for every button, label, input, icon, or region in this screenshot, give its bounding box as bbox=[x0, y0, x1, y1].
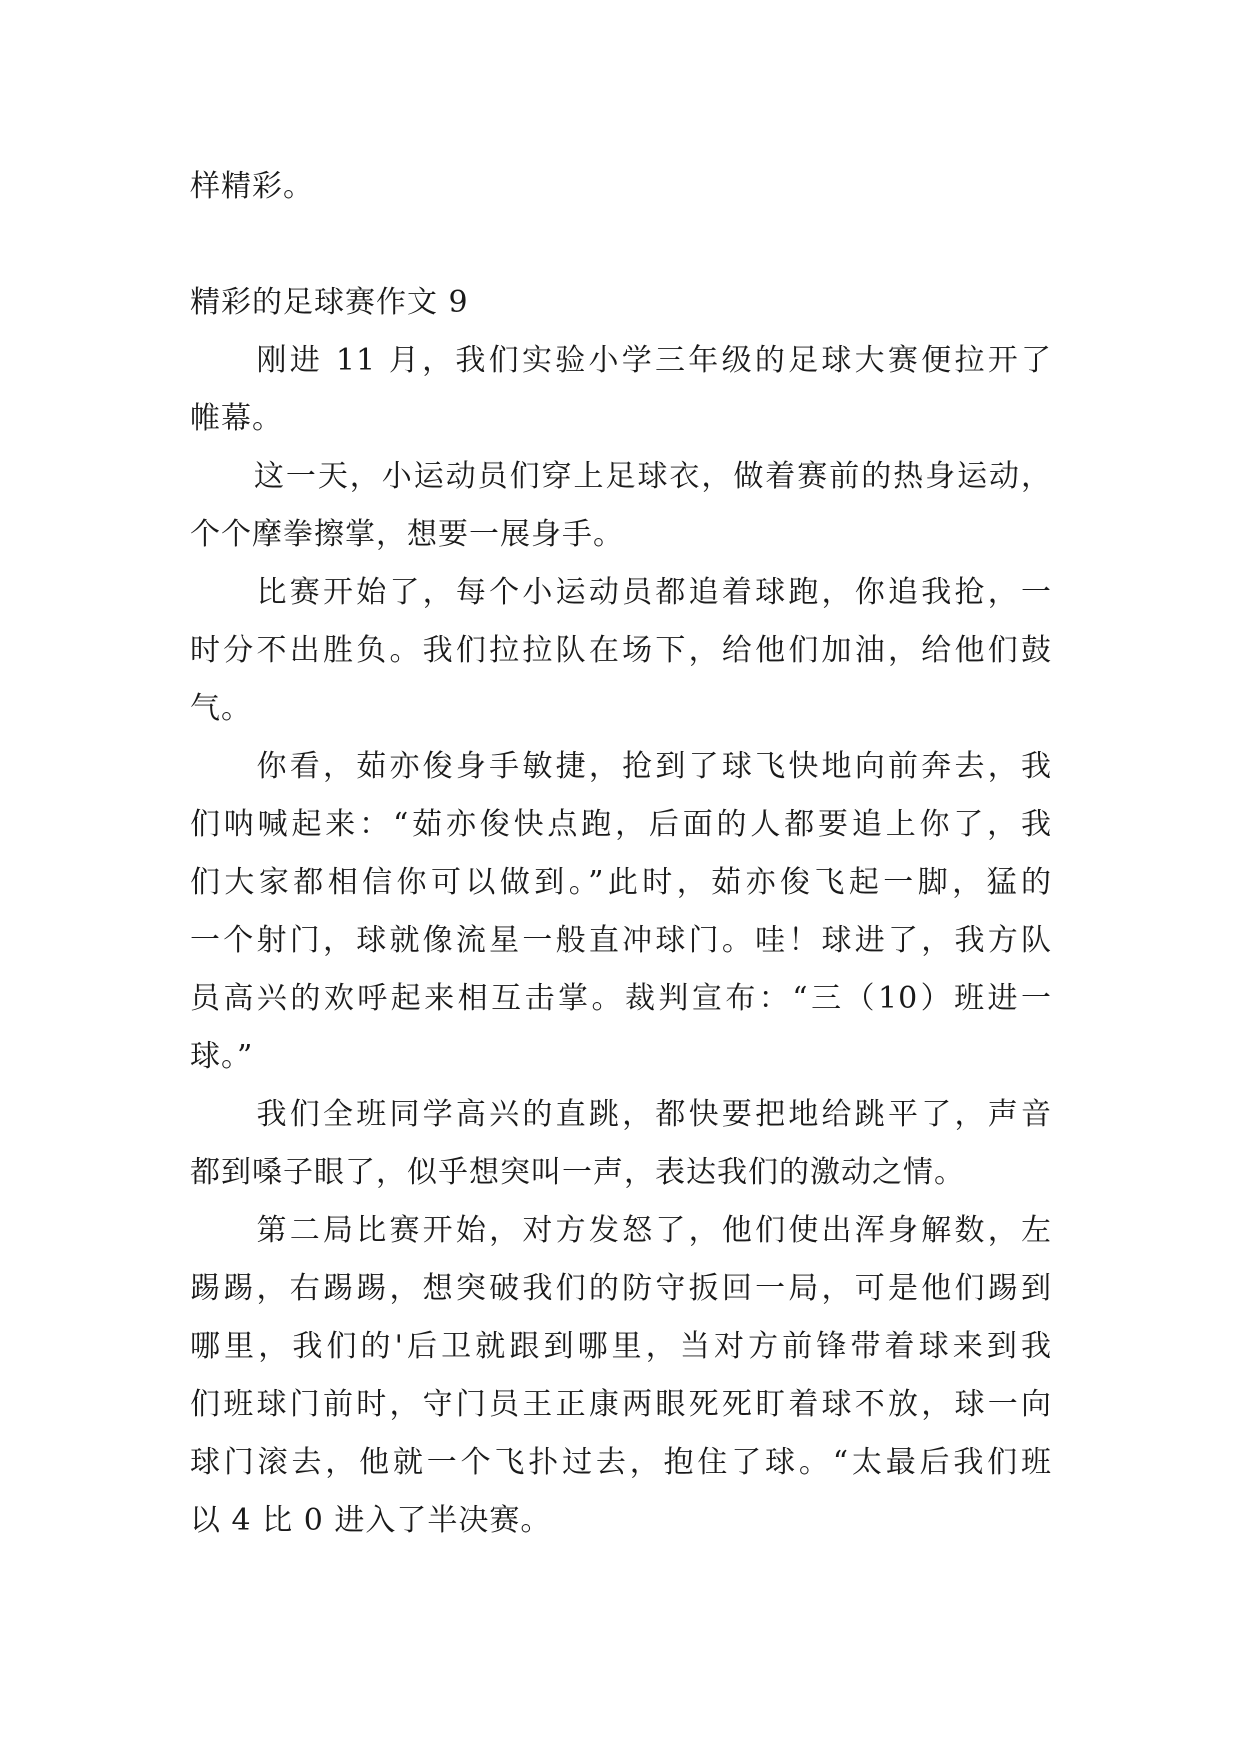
text-line: 个个摩拳擦掌，想要一展身手。 bbox=[190, 517, 624, 552]
text-line: 气。 bbox=[190, 691, 252, 726]
text-line: 第二局比赛开始，对方发怒了，他们使出浑身解数，左 bbox=[190, 1213, 1052, 1248]
text-line: 比赛开始了，每个小运动员都追着球跑，你追我抢，一 bbox=[190, 575, 1052, 610]
text-line: 以 4 比 0 进入了半决赛。 bbox=[190, 1503, 552, 1538]
text-line: 们班球门前时，守门员王正康两眼死死盯着球不放，球一向 bbox=[190, 1387, 1052, 1422]
text-line: 我们全班同学高兴的直跳，都快要把地给跳平了，声音 bbox=[190, 1097, 1052, 1132]
text-line: 员高兴的欢呼起来相互击掌。裁判宣布：“三（10）班进一 bbox=[190, 981, 1052, 1016]
text-line: 你看，茹亦俊身手敏捷，抢到了球飞快地向前奔去，我 bbox=[190, 749, 1052, 784]
text-line: 刚进 11 月，我们实验小学三年级的足球大赛便拉开了 bbox=[190, 343, 1052, 378]
text-line: 们呐喊起来：“茹亦俊快点跑，后面的人都要追上你了，我 bbox=[190, 807, 1052, 842]
text-line: 帷幕。 bbox=[190, 401, 283, 436]
paragraph-gap bbox=[190, 216, 1052, 274]
text-line: 球。” bbox=[190, 1039, 254, 1074]
text-line: 一个射门，球就像流星一般直冲球门。哇！球进了，我方队 bbox=[190, 923, 1052, 958]
section-title: 精彩的足球赛作文 9 bbox=[190, 285, 469, 320]
text-line: 踢踢，右踢踢，想突破我们的防守扳回一局，可是他们踢到 bbox=[190, 1271, 1052, 1306]
text-line: 这一天，小运动员们穿上足球衣，做着赛前的热身运动， bbox=[190, 459, 1052, 494]
text-line: 球门滚去，他就一个飞扑过去，抱住了球。“太最后我们班 bbox=[190, 1445, 1052, 1480]
text-line: 哪里，我们的'后卫就跟到哪里，当对方前锋带着球来到我 bbox=[190, 1329, 1052, 1364]
document-body bbox=[190, 158, 1052, 1550]
text-line: 都到嗓子眼了，似乎想突叫一声，表达我们的激动之情。 bbox=[190, 1155, 965, 1190]
text-line: 们大家都相信你可以做到。”此时，茹亦俊飞起一脚，猛的 bbox=[190, 865, 1052, 900]
text-line: 时分不出胜负。我们拉拉队在场下，给他们加油，给他们鼓 bbox=[190, 633, 1052, 668]
text-line: 样精彩。 bbox=[190, 169, 314, 204]
